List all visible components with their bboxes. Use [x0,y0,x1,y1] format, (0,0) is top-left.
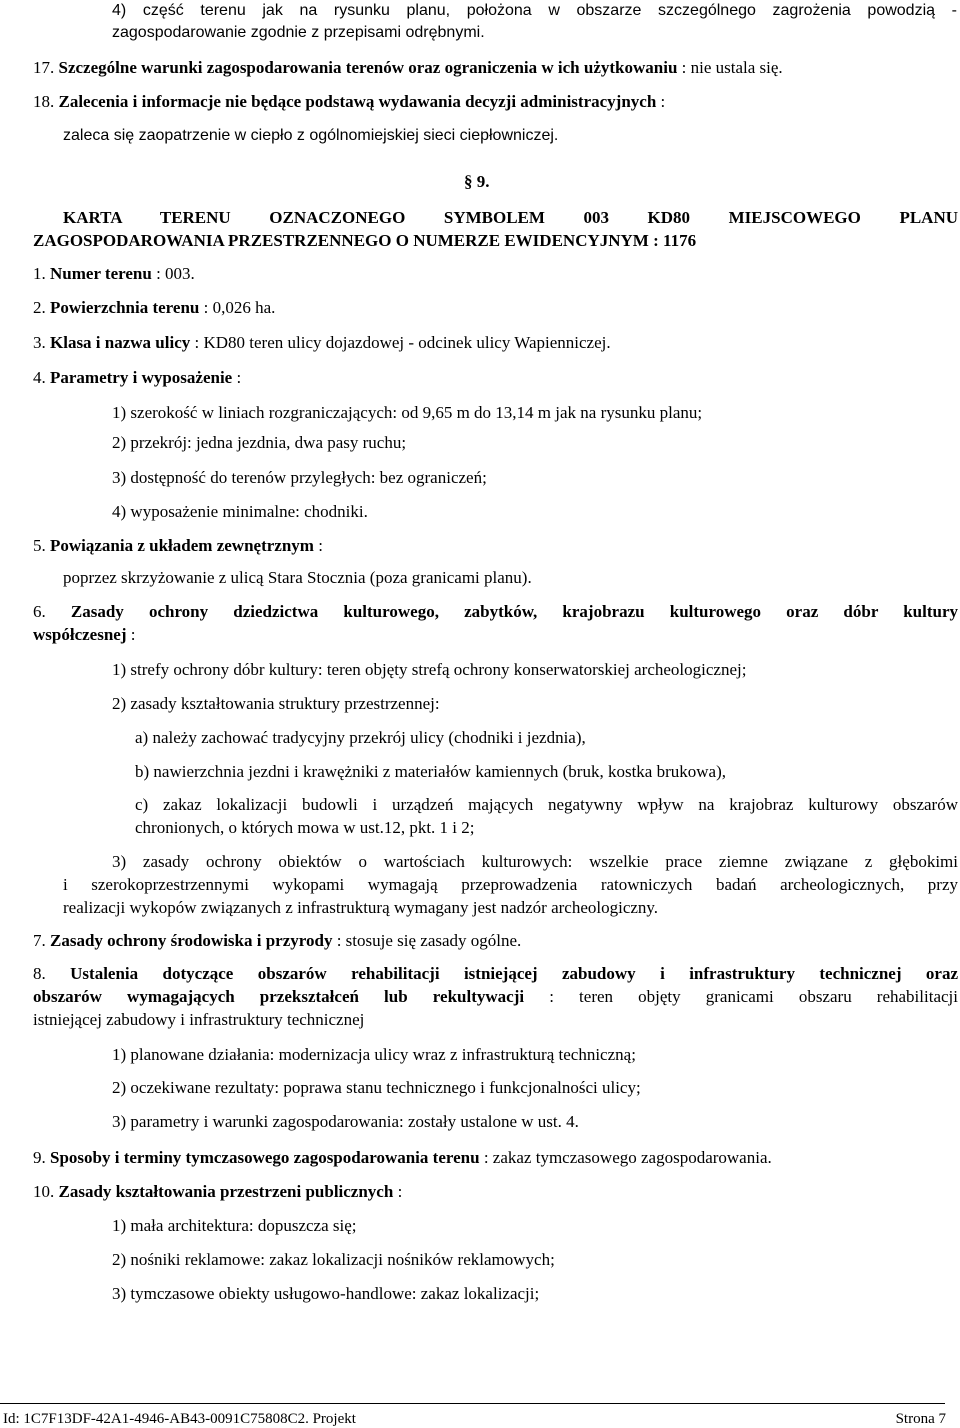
footer-page-number: Strona 7 [895,1411,946,1427]
item-3-label: Klasa i nazwa ulicy [50,333,191,352]
heading-line-2: ZAGOSPODAROWANIA PRZESTRZENNEGO O NUMERZE EWIDENCYJNYM : 1176 [33,231,697,250]
item-6-point-3-line-1: 3) zasady ochrony obiektów o wartościach kulturowych: wszelkie prace ziemne związane z głębokimi [112,852,958,871]
item-10-number: 10. [33,1182,55,1201]
item-6-point-1: 1) strefy ochrony dóbr kultury: teren objęty strefą ochrony konserwatorskiej archeologicznej; [112,660,747,679]
item-6-point-2c-line-2: chronionych, o których mowa w ust.12, pkt. 1 i 2; [135,818,475,837]
footer-divider [0,1403,945,1404]
section-18-number: 18. [33,92,55,111]
item-10-point-3: 3) tymczasowe obiekty usługowo-handlowe: zakaz lokalizacji; [112,1284,540,1303]
item-2-label: Powierzchnia terenu [50,298,200,317]
item-3-number: 3. [33,333,46,352]
item-7-number: 7. [33,931,46,950]
item-7-value: : stosuje się zasady ogólne. [332,931,522,950]
item-5-text: poprzez skrzyżowanie z ulicą Stara Stocznia (poza granicami planu). [63,568,532,587]
item-8-number: 8. [33,964,46,983]
item-4-label: Parametry i wyposażenie [50,368,233,387]
item-8-line-3: istniejącej zabudowy i infrastruktury technicznej [33,1010,365,1029]
item-3 [33,332,611,354]
item-7-label: Zasady ochrony środowiska i przyrody [50,931,333,950]
heading-line-1: KARTA TERENU OZNACZONEGO SYMBOLEM 003 KD80 MIEJSCOWEGO PLANU [63,208,958,227]
item-4-point-1: 1) szerokość w liniach rozgraniczających: od 9,65 m do 13,14 m jak na rysunku planu; [112,403,703,422]
item-10-point-1: 1) mała architektura: dopuszcza się; [112,1216,357,1235]
item-6-point-2: 2) zasady kształtowania struktury przestrzennej: [112,694,440,713]
item-10-point-2: 2) nośniki reklamowe: zakaz lokalizacji nośników reklamowych; [112,1250,555,1269]
item-6-label-1: Zasady ochrony dziedzictwa kulturowego, zabytków, krajobrazu kulturowego oraz dóbr kultury [70,602,958,621]
footer-id: Id: 1C7F13DF-42A1-4946-AB43-0091C75808C2. Projekt [3,1411,356,1427]
item-5-label: Powiązania z układem zewnętrznym [50,536,314,555]
item-8-point-3: 3) parametry i warunki zagospodarowania: zostały ustalone w ust. 4. [112,1112,579,1131]
item-1-value: : 003. [151,264,195,283]
item-1 [33,263,195,285]
section-18-label: Zalecenia i informacje nie będące podstawą wydawania decyzji administracyjnych [58,92,657,111]
item-2-value: : 0,026 ha. [199,298,276,317]
item-4-point-2: 2) przekrój: jedna jezdnia, dwa pasy ruchu; [112,433,407,452]
item-8-point-2: 2) oczekiwane rezultaty: poprawa stanu technicznego i funkcjonalności ulicy; [112,1078,641,1097]
item-6-point-3-line-3: realizacji wykopów związanych z infrastrukturą wymagany jest nadzór archeologiczny. [63,898,659,917]
item-4-value: : [232,368,242,387]
paragraph-number: § 9. [464,172,490,191]
item-4-line-2: zagospodarowanie zgodnie z przepisami odrębnymi. [112,24,485,41]
item-10 [33,1181,402,1203]
item-6-value: : [126,625,136,644]
item-10-label: Zasady kształtowania przestrzeni publicznych [58,1182,394,1201]
section-17-number: 17. [33,58,55,77]
item-10-value: : [393,1182,403,1201]
item-8-label-1: Ustalenia dotyczące obszarów rehabilitacji istniejącej zabudowy i infrastruktury technicznej oraz [70,964,958,983]
item-6-point-2c-line-1: c) zakaz lokalizacji budowli i urządzeń mających negatywny wpływ na krajobraz kulturowy obszarów [135,795,958,814]
item-9-label: Sposoby i terminy tymczasowego zagospodarowania terenu [50,1148,480,1167]
section-18-value: : [656,92,666,111]
item-2-number: 2. [33,298,46,317]
item-6-label-2: współczesnej [33,625,127,644]
section-17 [33,57,783,79]
item-4-point-3: 3) dostępność do terenów przyległych: bez ograniczeń; [112,468,487,487]
item-4 [33,367,241,389]
item-8-point-1: 1) planowane działania: modernizacja ulicy wraz z infrastrukturą techniczną; [112,1045,636,1064]
item-9 [33,1147,772,1169]
item-1-label: Numer terenu [50,264,152,283]
item-6-line-1 [33,601,958,623]
section-17-label: Szczególne warunki zagospodarowania terenów oraz ograniczenia w ich użytkowaniu [58,58,678,77]
item-6-point-3-line-2: i szerokoprzestrzennymi wykopami wymagają przeprowadzenia ratowniczych badań archeologicznych, przy [63,875,958,894]
item-3-value: : KD80 teren ulicy dojazdowej - odcinek ulicy Wapienniczej. [190,333,611,352]
section-17-value: : nie ustala się. [677,58,783,77]
item-9-value: : zakaz tymczasowego zagospodarowania. [479,1148,772,1167]
item-9-number: 9. [33,1148,46,1167]
item-6-point-2b: b) nawierzchnia jezdni i krawężniki z materiałów kamiennych (bruk, kostka brukowa), [135,762,726,781]
item-7 [33,930,521,952]
item-5 [33,535,323,557]
item-4-line-1: 4) część terenu jak na rysunku planu, położona w obszarze szczególnego zagrożenia powodzią - [112,2,957,19]
item-8-line-1 [33,963,958,985]
item-8-label-2: obszarów wymagających przekształceń lub rekultywacji [33,987,525,1006]
item-8-line-2 [33,986,958,1008]
item-5-number: 5. [33,536,46,555]
item-6-line-2 [33,624,135,646]
item-1-number: 1. [33,264,46,283]
item-6-point-2a: a) należy zachować tradycyjny przekrój ulicy (chodniki i jezdnia), [135,728,586,747]
section-18 [33,91,665,113]
item-5-value: : [313,536,323,555]
item-4-point-4: 4) wyposażenie minimalne: chodniki. [112,502,368,521]
item-6-number: 6. [33,602,46,621]
item-2 [33,297,275,319]
item-8-value: : teren objęty granicami obszaru rehabilitacji [524,987,958,1006]
item-4-number: 4. [33,368,46,387]
section-18-text: zaleca się zaopatrzenie w ciepło z ogólnomiejskiej sieci ciepłowniczej. [63,127,559,144]
